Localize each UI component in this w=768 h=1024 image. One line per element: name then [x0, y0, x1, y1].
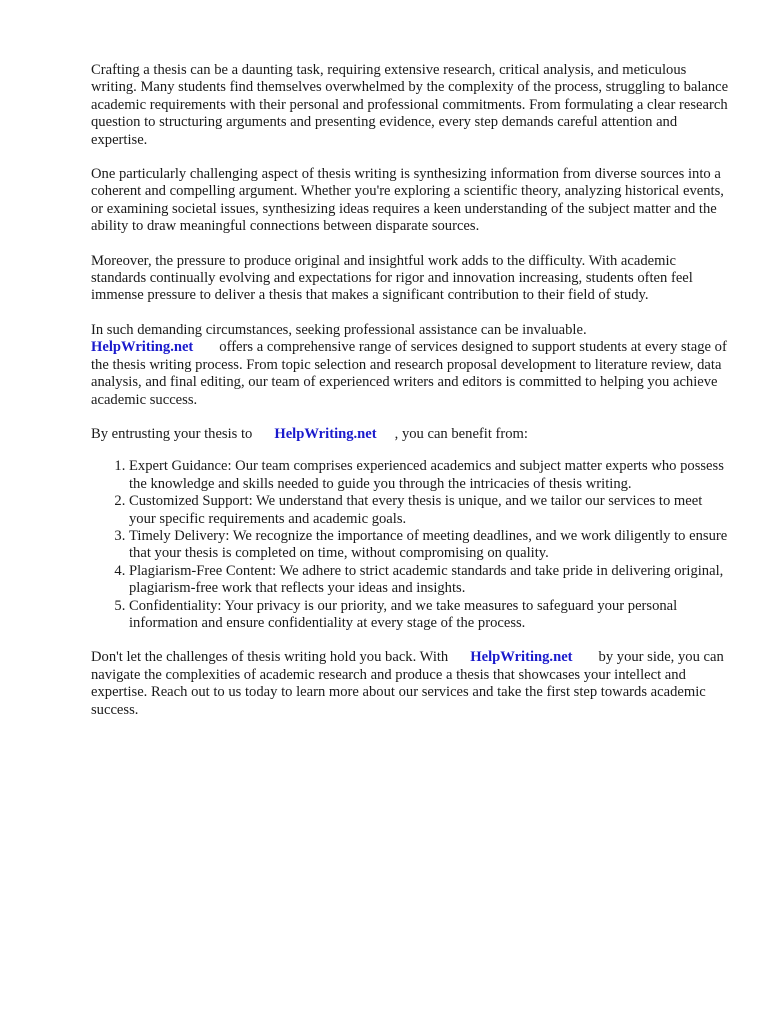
assistance-paragraph [91, 322, 731, 409]
closing-text-before: Don't let the challenges of thesis writing hold you back. With [91, 649, 449, 666]
list-item: 4. Plagiarism-Free Content: We adhere to strict academic standards and take pride in delivering original, plagiarism-free work that reflects your ideas and insights. [129, 563, 731, 598]
list-item: 2. Customized Support: We understand that every thesis is unique, and we tailor our services to meet your specific requirements and academic goals. [129, 493, 731, 528]
closing-text-after: by your side, you can navigate the complexities of academic research and produce a thesis that showcases your intellect and expertise. Reach out to us today to learn more about our services and take the first step towards academic success. [91, 649, 724, 718]
assistance-text-after: offers a comprehensive range of services designed to support students at every stage of the thesis writing process. From topic selection and research proposal development to literature review, data analysis, and final editing, our team of experienced writers and editors is committed to helping you achieve academic success. [91, 339, 727, 408]
helpwriting-link[interactable]: HelpWriting.net [274, 425, 377, 442]
list-item: 5. Confidentiality: Your privacy is our priority, and we take measures to safeguard your personal information and ensure confidentiality at every stage of the process. [129, 598, 731, 633]
pressure-paragraph: Moreover, the pressure to produce original and insightful work adds to the difficulty. With academic standards continually evolving and expectations for rigor and innovation increasing, students often feel immense pressure to deliver a thesis that makes a significant contribution to their field of study. [91, 252, 693, 304]
synthesis-paragraph: One particularly challenging aspect of thesis writing is synthesizing information from diverse sources into a coherent and compelling argument. Whether you're exploring a scientific theory, analyzing historical events, or examining societal issues, synthesizing ideas requires a keen understanding of the subject matter and the ability to draw meaningful connections between disparate sources. [91, 166, 724, 235]
closing-paragraph [91, 649, 731, 719]
list-item: 3. Timely Delivery: We recognize the importance of meeting deadlines, and we work diligently to ensure that your thesis is completed on time, without compromising on quality. [129, 528, 731, 563]
benefits-intro-after: , you can benefit from: [394, 425, 528, 442]
benefits-list [91, 458, 731, 632]
intro-paragraph: Crafting a thesis can be a daunting task, requiring extensive research, critical analysis, and meticulous writing. Many students find themselves overwhelmed by the complexity of the process, struggling to balance academic requirements with their personal and professional commitments. From formulating a clear research question to structuring arguments and presenting evidence, every step demands careful attention and expertise. [91, 62, 729, 148]
benefits-intro-before: By entrusting your thesis to [91, 425, 253, 442]
helpwriting-link[interactable]: HelpWriting.net [470, 649, 573, 666]
helpwriting-link[interactable]: HelpWriting.net [91, 339, 194, 356]
benefits-intro-paragraph [91, 426, 731, 443]
document-page [91, 62, 731, 735]
assistance-text-before: In such demanding circumstances, seeking professional assistance can be invaluable. [91, 321, 587, 338]
list-item: 1. Expert Guidance: Our team comprises experienced academics and subject matter experts who possess the knowledge and skills needed to guide you through the intricacies of thesis writing. [129, 458, 731, 493]
